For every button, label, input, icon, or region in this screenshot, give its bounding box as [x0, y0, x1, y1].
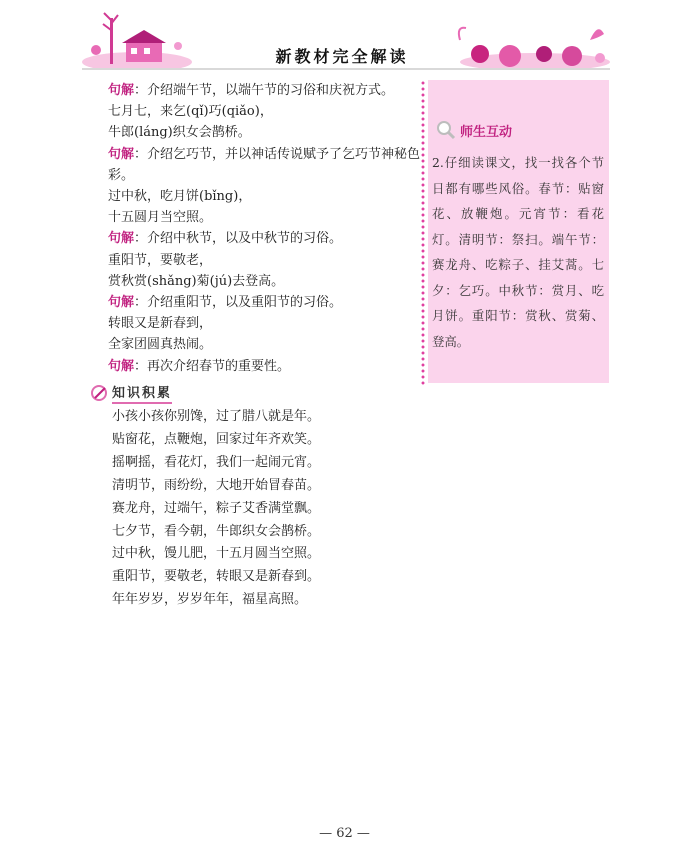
- knowledge-line-0: 小孩小孩你别馋，过了腊八就是年。: [112, 409, 321, 424]
- knowledge-verses: [112, 406, 432, 612]
- sidebar-title: 师生互动: [460, 124, 513, 140]
- house-tree-decoration-icon: [82, 10, 192, 68]
- knowledge-title: 知识积累: [112, 382, 172, 404]
- knowledge-line-4: 赛龙舟，过端午，粽子艾香满堂飘。: [112, 500, 321, 516]
- verse-line-11: 全家团圆真热闹。: [108, 337, 213, 353]
- page-header: [82, 10, 610, 70]
- page-number: — 62 —: [319, 826, 370, 841]
- note-line-0: 句解：介绍端午节，以端午节的习俗和庆祝方式。: [108, 83, 395, 98]
- dotted-divider: [421, 80, 425, 385]
- verse-line-2: 牛郎(láng)织女会鹊桥。: [108, 125, 251, 141]
- knowledge-line-7: 重阳节，要敬老，转眼又是新春到。: [112, 569, 321, 585]
- verse-line-10: 转眼又是新春到，: [108, 316, 213, 332]
- knowledge-line-3: 清明节，雨纷纷，大地开始冒春苗。: [112, 477, 321, 493]
- note-line-6: 句解：介绍中秋节，以及中秋节的习俗。: [108, 231, 343, 247]
- sidebar-body: 2.仔细读课文，找一找各个节日都有哪些风俗。春节：贴窗花、放鞭炮。元宵节：看花灯。清明节：祭扫。端午节：赛龙舟、吃粽子、挂艾蒿。七夕：乞巧。中秋节：赏月、吃月饼。重阳节：赏秋、赏菊、登高。: [432, 155, 604, 349]
- knowledge-line-6: 过中秋，馒儿肥，十五月圆当空照。: [112, 546, 321, 562]
- sidebar-teacher-student: [428, 80, 609, 383]
- knowledge-line-1: 贴窗花，点鞭炮，回家过年齐欢笑。: [112, 431, 321, 447]
- knowledge-line-5: 七夕节，看今朝，牛郎织女会鹊桥。: [112, 523, 321, 539]
- verse-line-8: 赏秋赏(shǎng)菊(jú)去登高。: [108, 273, 285, 289]
- pencil-circle-icon: [90, 383, 110, 403]
- header-title: 新教材完全解读: [275, 47, 409, 66]
- knowledge-line-2: 摇啊摇，看花灯，我们一起闹元宵。: [112, 454, 321, 470]
- verse-line-5: 十五圆月当空照。: [108, 210, 213, 226]
- note-line-3: 句解：介绍乞巧节，并以神话传说赋予了乞巧节神秘色彩。: [108, 146, 421, 183]
- note-line-9: 句解：介绍重阳节，以及重阳节的习俗。: [108, 295, 343, 311]
- sidebar-heading: [436, 120, 512, 140]
- verse-line-7: 重阳节，要敬老，: [108, 252, 213, 268]
- header-rule: [82, 68, 610, 70]
- verse-line-1: 七月七，来乞(qǐ)巧(qiǎo)，: [108, 104, 273, 120]
- magnifier-icon: [436, 120, 456, 140]
- flowers-decoration-icon: [440, 10, 610, 68]
- verse-line-4: 过中秋，吃月饼(bǐng)，: [108, 189, 252, 205]
- knowledge-heading: [90, 382, 172, 404]
- text-main-column: [108, 80, 426, 377]
- note-line-12: 句解：再次介绍春节的重要性。: [108, 358, 291, 374]
- knowledge-line-8: 年年岁岁，岁岁年年，福星高照。: [112, 592, 308, 608]
